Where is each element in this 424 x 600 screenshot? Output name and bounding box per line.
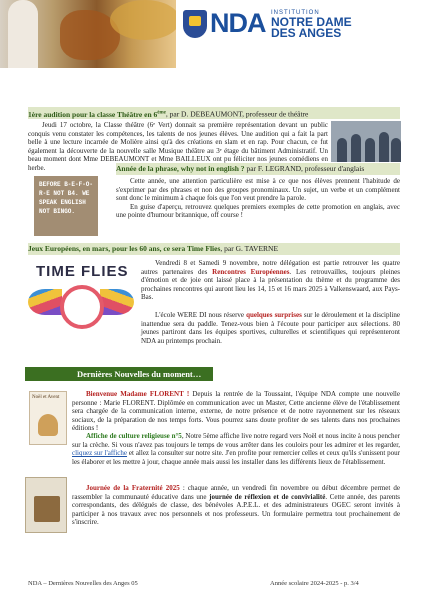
section-dernieres-title: Dernières Nouvelles du moment…	[25, 367, 213, 381]
section-theatre-title: 1ère audition pour la classe Théâtre en 6ème, par D. DEBEAUMONT, professeur de théâtre	[28, 107, 400, 119]
header-photo	[0, 0, 176, 68]
logo-school-name: NOTRE DAME DES ANGES	[271, 15, 352, 40]
logo-nda: NDA	[210, 8, 266, 38]
time-flies-logo: TIME FLIES	[28, 263, 134, 347]
theatre-photo	[331, 121, 401, 162]
fraternite-paragraph: Journée de la Fraternité 2025 : chaque année, un vendredi fin novembre ou début décembre permet de rassembler la communauté éducative dans une journée de réflexion et de convivialité. Cette année, des parents correspondants, des délégués de classe, des bénévoles A.P.E.L. et des administrateurs OGEC seront invités à participer à nos travaux avec nos personnels et nos professeurs. Un formulaire permettra tout prochainement de s'inscrire.	[72, 484, 401, 526]
phrase-article-text: Cette année, une attention particulière est mise à ce que nos élèves prennent l'habitude de s'exprimer par des phrases et non des groupes pronominaux. Un sujet, un verbe et un complément sont donc le minimum à chaque fois que l'on veut prendre la parole. En guise d'aperçu, retrouvez quelques premiers exemples de cette promotion en anglais, avec une pointe d'humour britannique, off course !	[116, 177, 400, 219]
section-jeux-title: Jeux Européens, en mars, pour les 60 ans, ce sera Time Flies, par G. TAVERNE	[28, 243, 400, 255]
section-phrase-title: Année de la phrase, why not in english ? par F. LEGRAND, professeur d'anglais	[116, 163, 400, 175]
affiche-link[interactable]: cliquez sur l'affiche	[72, 449, 128, 457]
jeux-article-text-1: Vendredi 8 et Samedi 9 novembre, notre délégation est partie retrouver les quatre autres partenaires des Rencontres Européennes. Les retrouvailles, toujours pleines d'émotion et de joie ont laissé place à la présentation du thème et du programme des prochaines rencontres qui auront lieu les 14, 15 et 16 mars 2025 à Valkenswaard, aux Pays-Bas.	[141, 259, 400, 301]
before-note-image: BEFORE B-E-F-O-R-E NOT B4. WE SPEAK ENGLISH NOT BINGO.	[34, 176, 98, 236]
affiche-paragraph: Affiche de culture religieuse n°5, Notre 5ème affiche live notre regard vers Noël et nous incite à nous pencher sur la crèche. Si vous n'avez pas toujours le temps de vous arrêter dans les couloirs pour les admirer et les regarder, cliquez sur l'affiche et allez la consulter sur notre site. J'en profite pour remercier celles et ceux qu'ils s'unissent pour les élaborer et les mettre à jour, chaque année mais aussi les installer dans les différents lieux de l'établissement.	[72, 432, 400, 466]
jeux-article-text-2: L'école WERE DI nous réserve quelques surprises sur le déroulement et la discipline inattendue sera du paddle. Tenez-vous bien à l'écoute pour participer aux sélections. 80 jeunes partiront dans les équipes sportives, culturelles et scientifiques qui représenteront NDA au printemps prochain.	[141, 311, 400, 345]
florent-paragraph: Bienvenue Madame FLORENT ! Depuis la rentrée de la Toussaint, l'équipe NDA compte une nouvelle personne : Marie FLORENT. Diplômée en communication avec un Master, Cette ancienne élève de l'établissement sera chargée de la communication interne, externe, de notre présence et de notre rayonnement sur les réseaux sociaux, de la préparation de nos temps forts. Vous pourrez sans doute profiter de ses talents dans nos prochaines éditions !	[72, 390, 400, 432]
school-crest-icon	[183, 10, 207, 38]
noel-poster-image[interactable]: Noël et Avent	[29, 391, 67, 445]
footer-right: Année scolaire 2024-2025 - p. 3/4	[270, 580, 359, 587]
clock-icon	[60, 285, 104, 329]
creche-image	[25, 477, 67, 533]
footer-left: NDA – Dernières Nouvelles des Anges 05	[28, 580, 138, 587]
logo-institution: INSTITUTION	[271, 10, 320, 16]
angel-statue-image	[8, 0, 38, 68]
theatre-article-text: Jeudi 17 octobre, la Classe théâtre (6ᵉ Vert) donnait sa première représentation devant un public conquis venu constater les compétences, les talents de nos jeunes élèves. Une audition qui a fait la part belle à une lecture incarnée de Molière ainsi qu'à des créations en slam et en rap. Pour chacun, ce fut également la découverte de la nouvelle salle Musique théâtre au 3ᵉ étage du bâtiment Administratif. Un beau moment dont Mme DEBEAUMONT et Mme BAILLEUX ont pu féliciter nos jeunes comédiens en herbe.	[28, 121, 328, 172]
